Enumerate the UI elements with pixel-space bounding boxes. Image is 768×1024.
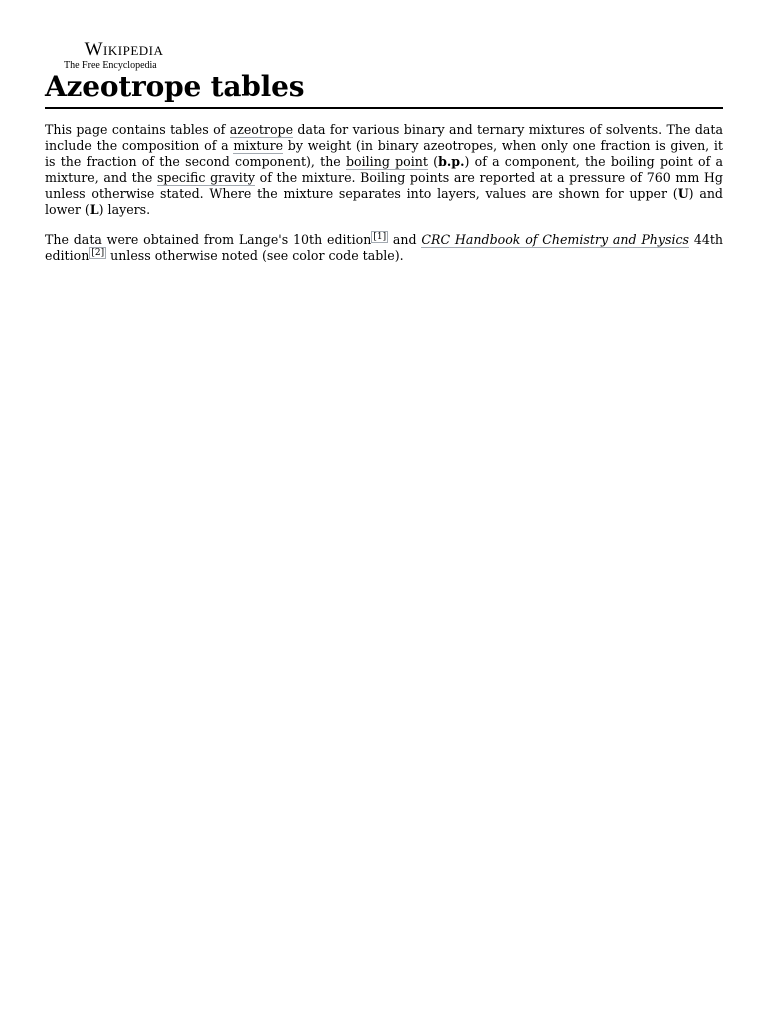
text-run: ) layers. [98, 202, 151, 217]
azeotrope-link[interactable]: azeotrope [229, 122, 294, 137]
wikipedia-logo[interactable] [64, 40, 184, 71]
mixture-link[interactable]: mixture [233, 138, 284, 153]
specific-gravity-link[interactable]: specific gravity [156, 170, 256, 185]
crc-handbook-title: CRC Handbook of Chemistry and Physics [421, 232, 690, 247]
lower-layer-abbreviation: L [89, 202, 99, 217]
text-run: by weight (in binary azeotropes, when only one fraction is given, it is the fraction of the second component), the [45, 138, 723, 169]
crc-handbook-link[interactable] [421, 232, 689, 248]
text-run: ( [427, 154, 439, 169]
page-title: Azeotrope tables [45, 70, 305, 103]
text-run: ) and lower ( [45, 186, 723, 217]
text-run: The data were obtained from Lange's 10th edition [45, 232, 372, 247]
bp-abbreviation: b.p. [438, 154, 465, 169]
logo-tagline: The Free Encyclopedia [64, 60, 157, 71]
intro-paragraph [45, 122, 723, 218]
article-body [45, 122, 723, 278]
text-run: ) of a component, the boiling point of a mixture, and the [45, 154, 723, 185]
upper-layer-abbreviation: U [677, 186, 689, 201]
text-run: This page contains tables of [45, 122, 230, 137]
logo-wordmark: Wikipedia [84, 39, 164, 60]
text-run: unless otherwise noted (see color code table). [106, 248, 404, 263]
reference-2-link[interactable]: [2] [91, 247, 105, 258]
text-run: and [388, 232, 422, 247]
title-divider [45, 107, 723, 109]
sources-paragraph [45, 232, 723, 264]
text-run: 44th edition [45, 232, 724, 263]
boiling-point-link[interactable]: boiling point [345, 154, 428, 169]
text-run: of the mixture. Boiling points are reported at a pressure of 760 mm Hg unless otherwise stated. Where the mixture separates into layers, values are shown for upper ( [45, 170, 723, 201]
text-run: data for various binary and ternary mixtures of solvents. The data include the composition of a [45, 122, 723, 153]
reference-1-link[interactable]: [1] [373, 231, 387, 242]
